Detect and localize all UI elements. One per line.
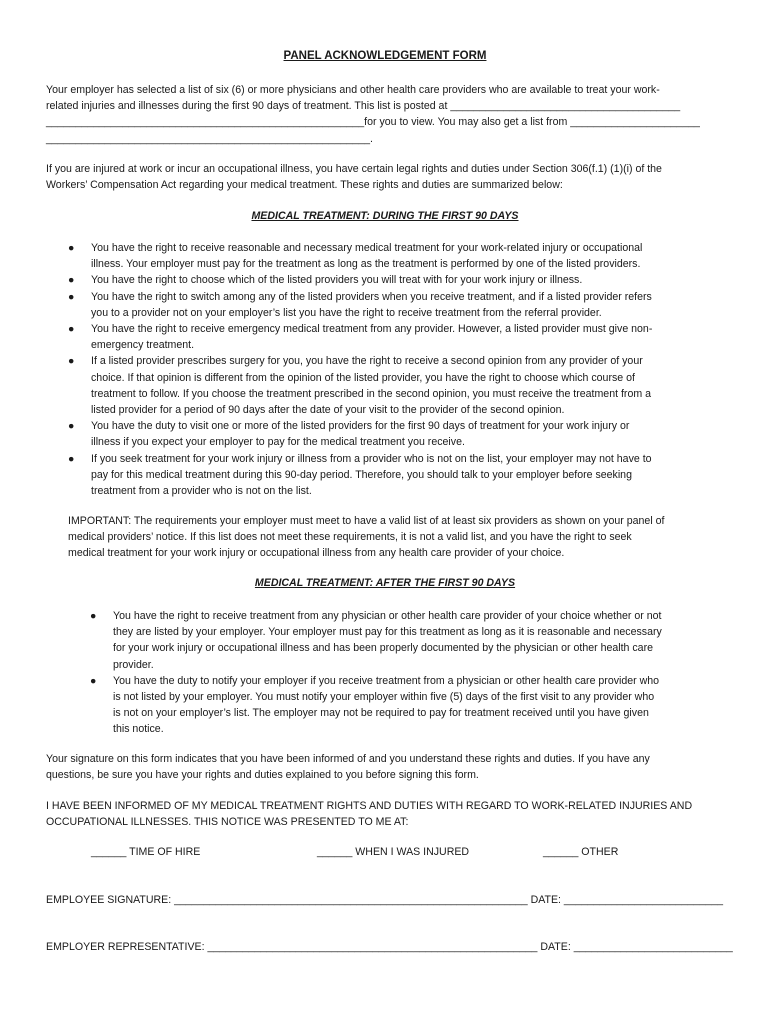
list-item-line: If you seek treatment for your work injury or illness from a provider who is not on the list, your employer may not have to	[91, 452, 652, 465]
list-item-line: listed provider for a period of 90 days after the date of your visit to the provider of the second opinion.	[91, 404, 565, 417]
signature-note-line: Your signature on this form indicates that you have been informed of and you understand these rights and duties. If you have any	[46, 753, 650, 765]
employer-representative-field[interactable]: EMPLOYER REPRESENTATIVE: ________________________________________________________ DATE: ___________________________	[46, 941, 733, 953]
list-item	[68, 451, 731, 500]
list-item	[68, 289, 731, 321]
list-item-line: choice. If that opinion is different from the opinion of the listed provider, you have the right to choose which course of	[91, 371, 635, 384]
after-90-days-list	[90, 608, 733, 738]
signature-note-paragraph	[46, 751, 726, 783]
bullet-icon: ●	[68, 290, 75, 303]
bullet-icon: ●	[68, 274, 75, 287]
important-line: medical providers’ notice. If this list does not meet these requirements, it is not a valid list, and you have the right to seek	[68, 531, 632, 544]
list-item-line: illness if you expect your employer to pay for the medical treatment you receive.	[91, 436, 465, 449]
bullet-icon: ●	[68, 323, 75, 336]
intro-paragraph	[46, 82, 726, 147]
list-item-line: You have the right to receive reasonable and necessary medical treatment for your work-related injury or occupational	[91, 242, 643, 254]
time-of-hire-option[interactable]: ______ TIME OF HIRE	[91, 846, 201, 858]
list-item-line: treatment to follow. If you choose the treatment prescribed in the second opinion, you must receive the treatment from a	[91, 387, 651, 400]
intro-line: related injuries and illnesses during the first 90 days of treatment. This list is posted at _______________________________________	[46, 100, 681, 113]
list-item-line: You have the right to receive emergency medical treatment from any provider. However, a listed provider must give non-	[91, 323, 653, 336]
list-item-line: for your work injury or occupational illness and has been properly documented by the physician or other health care	[113, 642, 653, 655]
intro-line: _______________________________________________________.	[46, 132, 373, 145]
form-title: PANEL ACKNOWLEDGEMENT FORM	[283, 50, 487, 62]
bullet-icon: ●	[90, 610, 97, 622]
signature-note-line: questions, be sure you have your rights and duties explained to you before signing this form.	[46, 769, 479, 782]
list-item	[90, 673, 733, 738]
list-item	[68, 418, 731, 450]
list-item-line: this notice.	[113, 723, 164, 736]
bullet-icon: ●	[68, 420, 75, 433]
list-item-line: You have the right to receive treatment from any physician or other health care provider of your choice whether or not	[113, 610, 662, 622]
list-item-line: You have the duty to notify your employer if you receive treatment from a physician or other health care provider who	[113, 674, 660, 687]
bullet-icon: ●	[90, 674, 97, 687]
when-injured-option[interactable]: ______ WHEN I WAS INJURED	[317, 846, 470, 858]
list-item-line: you to a provider not on your employer’s list you have the right to receive treatment from the referral provider.	[91, 306, 602, 319]
rights-intro-line: Workers’ Compensation Act regarding your medical treatment. These rights and duties are summarized below:	[46, 179, 563, 192]
list-item-line: You have the duty to visit one or more of the listed providers for the first 90 days of treatment for your work injury or	[91, 420, 630, 433]
list-item	[90, 608, 733, 673]
bullet-icon: ●	[68, 355, 75, 368]
list-item-line: is not listed by your employer. You must notify your employer within five (5) days of the first visit to any provider who	[113, 691, 655, 704]
bullet-icon: ●	[68, 242, 75, 254]
section-heading-first-90-days: MEDICAL TREATMENT: DURING THE FIRST 90 DAYS	[251, 210, 519, 222]
intro-line: ______________________________________________________for you to view. You may also get a list from ______________________	[46, 116, 700, 129]
acknowledgement-line: I HAVE BEEN INFORMED OF MY MEDICAL TREATMENT RIGHTS AND DUTIES WITH REGARD TO WORK-RELATED INJURIES AND	[46, 800, 693, 812]
list-item	[68, 353, 731, 418]
rights-intro-line: If you are injured at work or incur an occupational illness, you have certain legal rights and duties under Section 306(f.1) (1)(i) of the	[46, 163, 662, 175]
important-line: IMPORTANT: The requirements your employer must meet to have a valid list of at least six providers as shown on your panel of	[68, 515, 665, 527]
list-item-line: treatment from a provider who is not on the list.	[91, 485, 312, 498]
other-option[interactable]: ______ OTHER	[543, 846, 619, 858]
list-item-line: pay for this medical treatment during this 90-day period. Therefore, you should talk to your employer before seeking	[91, 468, 632, 481]
important-paragraph	[68, 513, 728, 562]
list-item-line: You have the right to choose which of the listed providers you will treat with for your work injury or illness.	[91, 274, 583, 287]
list-item-line: they are listed by your employer. Your employer must pay for this treatment as long as it is reasonable and necessary	[113, 626, 662, 639]
list-item-line: illness. Your employer must pay for the treatment as long as the treatment is performed by one of the listed providers.	[91, 258, 641, 271]
bullet-icon: ●	[68, 452, 75, 465]
list-item-line: provider.	[113, 658, 154, 671]
employee-signature-field[interactable]: EMPLOYEE SIGNATURE: ____________________________________________________________ DATE: ___________________________	[46, 894, 724, 906]
list-item-line: You have the right to switch among any of the listed providers when you receive treatment, and if a listed provider refers	[91, 290, 652, 303]
list-item	[68, 240, 731, 272]
intro-line: Your employer has selected a list of six (6) or more physicians and other health care providers who are available to treat your work-	[46, 84, 660, 96]
list-item-line: is not on your employer’s list. The employer may not be required to pay for treatment received until you have given	[113, 707, 649, 720]
list-item	[68, 272, 731, 288]
list-item-line: emergency treatment.	[91, 339, 195, 352]
first-90-days-list	[68, 240, 731, 499]
list-item	[68, 321, 731, 353]
important-line: medical treatment for your work injury or occupational illness from any health care provider of your choice.	[68, 547, 565, 560]
list-item-line: If a listed provider prescribes surgery for you, you have the right to receive a second opinion from any provider of your	[91, 355, 643, 368]
rights-intro-paragraph	[46, 161, 726, 193]
section-heading-after-90-days: MEDICAL TREATMENT: AFTER THE FIRST 90 DAYS	[254, 577, 516, 589]
acknowledgement-line: OCCUPATIONAL ILLNESSES. THIS NOTICE WAS PRESENTED TO ME AT:	[46, 816, 409, 829]
acknowledgement-paragraph	[46, 798, 726, 830]
